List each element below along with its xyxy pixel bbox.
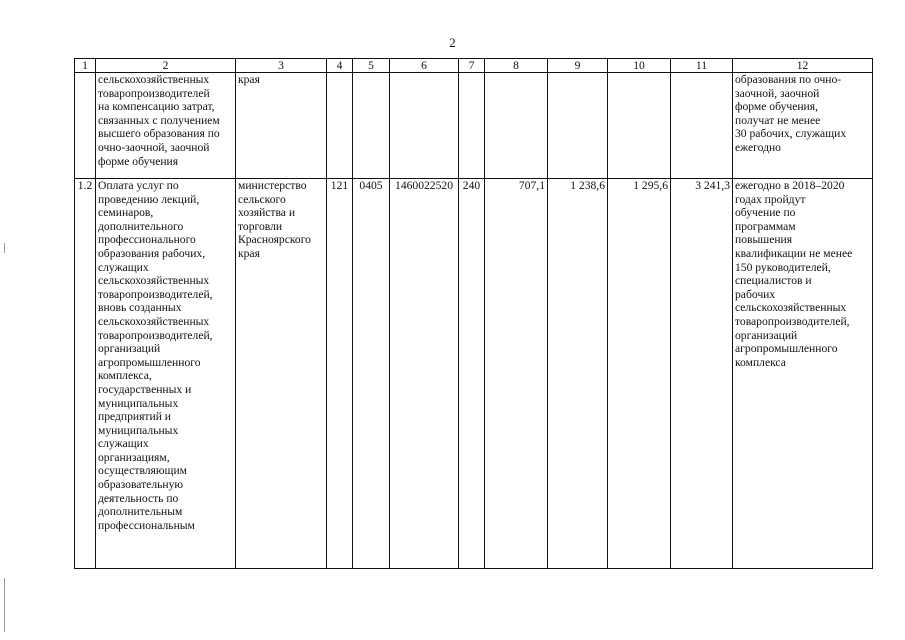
column-header: 6 bbox=[390, 59, 459, 73]
result-cell bbox=[733, 179, 873, 569]
cell-text: 707,1 bbox=[518, 179, 545, 192]
page-number: 2 bbox=[449, 35, 456, 50]
code-cell bbox=[327, 179, 353, 569]
amount-cell bbox=[671, 73, 733, 179]
cell-text: 0405 bbox=[359, 179, 383, 192]
row-number-cell bbox=[75, 179, 96, 569]
column-header: 10 bbox=[608, 59, 671, 73]
result-cell bbox=[733, 73, 873, 179]
code-cell bbox=[390, 73, 459, 179]
column-header: 12 bbox=[733, 59, 873, 73]
column-header: 8 bbox=[485, 59, 548, 73]
column-header: 9 bbox=[548, 59, 608, 73]
description-cell bbox=[96, 73, 236, 179]
cell-text: 1460022520 bbox=[395, 179, 453, 192]
code-cell bbox=[353, 179, 390, 569]
executor-cell bbox=[236, 179, 327, 569]
amount-cell bbox=[485, 73, 548, 179]
cell-text: 121 bbox=[330, 179, 349, 192]
cell-text: 1 238,6 bbox=[570, 179, 605, 192]
table-row bbox=[75, 73, 873, 179]
cell-text: образования по очно- заочной, заочной форме обучения, получат не менее 30 рабочих, служащих ежегодно bbox=[735, 73, 847, 154]
scan-edge-mark bbox=[4, 243, 5, 253]
amount-cell bbox=[608, 179, 671, 569]
cell-text: министерство сельского хозяйства и торговли Красноярского края bbox=[238, 179, 311, 260]
cell-text: 1 295,6 bbox=[633, 179, 668, 192]
budget-table bbox=[74, 58, 873, 569]
row-number-cell bbox=[75, 73, 96, 179]
cell-text: 1.2 bbox=[77, 179, 93, 192]
header-row bbox=[75, 59, 873, 73]
column-header: 3 bbox=[236, 59, 327, 73]
code-cell bbox=[390, 179, 459, 569]
executor-cell bbox=[236, 73, 327, 179]
table-row bbox=[75, 179, 873, 569]
cell-text: 240 bbox=[462, 179, 481, 192]
code-cell bbox=[327, 73, 353, 179]
amount-cell bbox=[671, 179, 733, 569]
description-cell bbox=[96, 179, 236, 569]
cell-text: ежегодно в 2018–2020 годах пройдут обучение по программам повышения квалификации не менее 150 руководителей, специалистов и рабочих сельскохозяйственных товаропроизводителей, организаций агропромышленного комплекса bbox=[735, 179, 853, 369]
cell-text: сельскохозяйственных товаропроизводителей на компенсацию затрат, связанных с получением высшего образования по очно-заочной, заочной форме обучения bbox=[98, 73, 220, 168]
code-cell bbox=[459, 179, 485, 569]
amount-cell bbox=[485, 179, 548, 569]
column-header: 7 bbox=[459, 59, 485, 73]
amount-cell bbox=[548, 179, 608, 569]
code-cell bbox=[353, 73, 390, 179]
code-cell bbox=[459, 73, 485, 179]
scan-edge-mark bbox=[4, 578, 5, 632]
column-header: 2 bbox=[96, 59, 236, 73]
column-header: 11 bbox=[671, 59, 733, 73]
cell-text: 3 241,3 bbox=[695, 179, 730, 192]
amount-cell bbox=[608, 73, 671, 179]
column-header: 4 bbox=[327, 59, 353, 73]
amount-cell bbox=[548, 73, 608, 179]
column-header: 1 bbox=[75, 59, 96, 73]
column-header: 5 bbox=[353, 59, 390, 73]
cell-text: Оплата услуг по проведению лекций, семинаров, дополнительного профессионального образования рабочих, служащих сельскохозяйственных товаропроизводителей, вновь созданных сельскохозяйственных товаропроизводителей, организаций агропромышленного комплекса, государственных и муниципальных предприятий и муниципальных служащих организациям, осуществляющим образовательную деятельность по дополнительным профессиональным bbox=[98, 179, 213, 532]
cell-text: края bbox=[238, 73, 260, 86]
